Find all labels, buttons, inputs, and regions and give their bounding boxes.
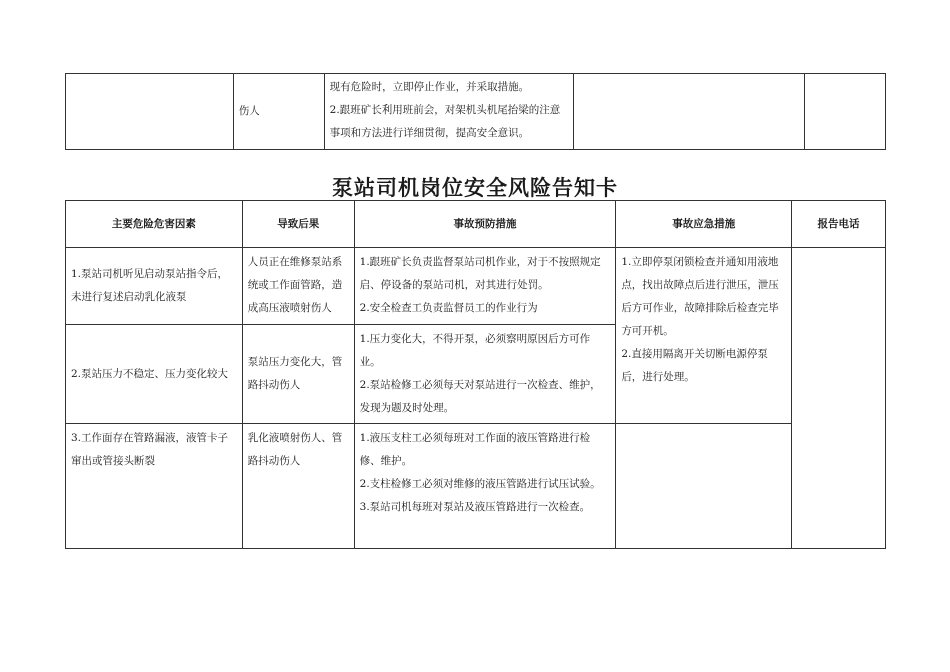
measure-text: 1.压力变化大，不得开泵，必须察明原因后方可作业。 bbox=[359, 333, 591, 368]
hazard-cell bbox=[66, 74, 234, 150]
measure-text: 现有危险时，立即停止作业，并采取措施。 bbox=[329, 81, 530, 93]
table-row bbox=[66, 74, 886, 150]
phone-cell bbox=[805, 74, 886, 150]
measure-text: 2.支柱检修工必须对维修的液压管路进行试压试验。 bbox=[359, 478, 601, 490]
consequence-cell: 伤人 bbox=[233, 74, 324, 150]
hazard-cell: 1.泵站司机听见启动泵站指令后，未进行复述启动乳化液泵 bbox=[66, 248, 243, 325]
measure-text: 2.跟班矿长利用班前会，对架机头机尾抬梁的注意事项和方法进行详细贯彻，提高安全意识。 bbox=[329, 104, 561, 139]
emergency-cell bbox=[616, 248, 792, 424]
consequence-cell: 人员正在维修泵站系统或工作面管路，造成高压液喷射伤人 bbox=[242, 248, 354, 325]
prevention-cell bbox=[324, 74, 574, 150]
measure-text: 1.跟班矿长负责监督泵站司机作业，对于不按照规定启、停设备的泵站司机，对其进行处罚。 bbox=[359, 256, 601, 291]
emergency-cell bbox=[574, 74, 805, 150]
hazard-cell: 3.工作面存在管路漏液，液管卡子窜出或管接头断裂 bbox=[66, 424, 243, 549]
header-consequence: 导致后果 bbox=[242, 201, 354, 248]
prevention-cell bbox=[354, 424, 616, 549]
risk-card-table bbox=[65, 200, 886, 549]
prevention-cell bbox=[354, 325, 616, 424]
measure-text: 2.泵站检修工必须每天对泵站进行一次检查、维护，发现为题及时处理。 bbox=[359, 379, 601, 414]
emergency-text: 2.直接用隔离开关切断电源停泵后，进行处理。 bbox=[621, 348, 768, 383]
table-row bbox=[66, 424, 886, 549]
table-row bbox=[66, 248, 886, 325]
phone-cell bbox=[792, 248, 886, 549]
measure-text: 2.安全检查工负责监督员工的作业行为 bbox=[359, 302, 538, 314]
header-row bbox=[66, 201, 886, 248]
emergency-text: 1.立即停泵闭锁检查并通知用液地点，找出故障点后进行泄压，泄压后方可作业，故障排除后检查完毕方可开机。 bbox=[621, 256, 779, 337]
header-phone: 报告电话 bbox=[792, 201, 886, 248]
header-prevention: 事故预防措施 bbox=[354, 201, 616, 248]
prevention-cell bbox=[354, 248, 616, 325]
previous-page-table bbox=[65, 73, 886, 150]
hazard-cell: 2.泵站压力不稳定、压力变化较大 bbox=[66, 325, 243, 424]
measure-text: 1.液压支柱工必须每班对工作面的液压管路进行检修、维护。 bbox=[359, 432, 591, 467]
header-emergency: 事故应急措施 bbox=[616, 201, 792, 248]
consequence-cell: 乳化液喷射伤人、管路抖动伤人 bbox=[242, 424, 354, 549]
measure-text: 3.泵站司机每班对泵站及液压管路进行一次检查。 bbox=[359, 501, 591, 513]
emergency-cell bbox=[616, 424, 792, 549]
page-title: 泵站司机岗位安全风险告知卡 bbox=[332, 175, 618, 200]
header-hazard: 主要危险危害因素 bbox=[66, 201, 243, 248]
consequence-cell: 泵站压力变化大，管路抖动伤人 bbox=[242, 325, 354, 424]
